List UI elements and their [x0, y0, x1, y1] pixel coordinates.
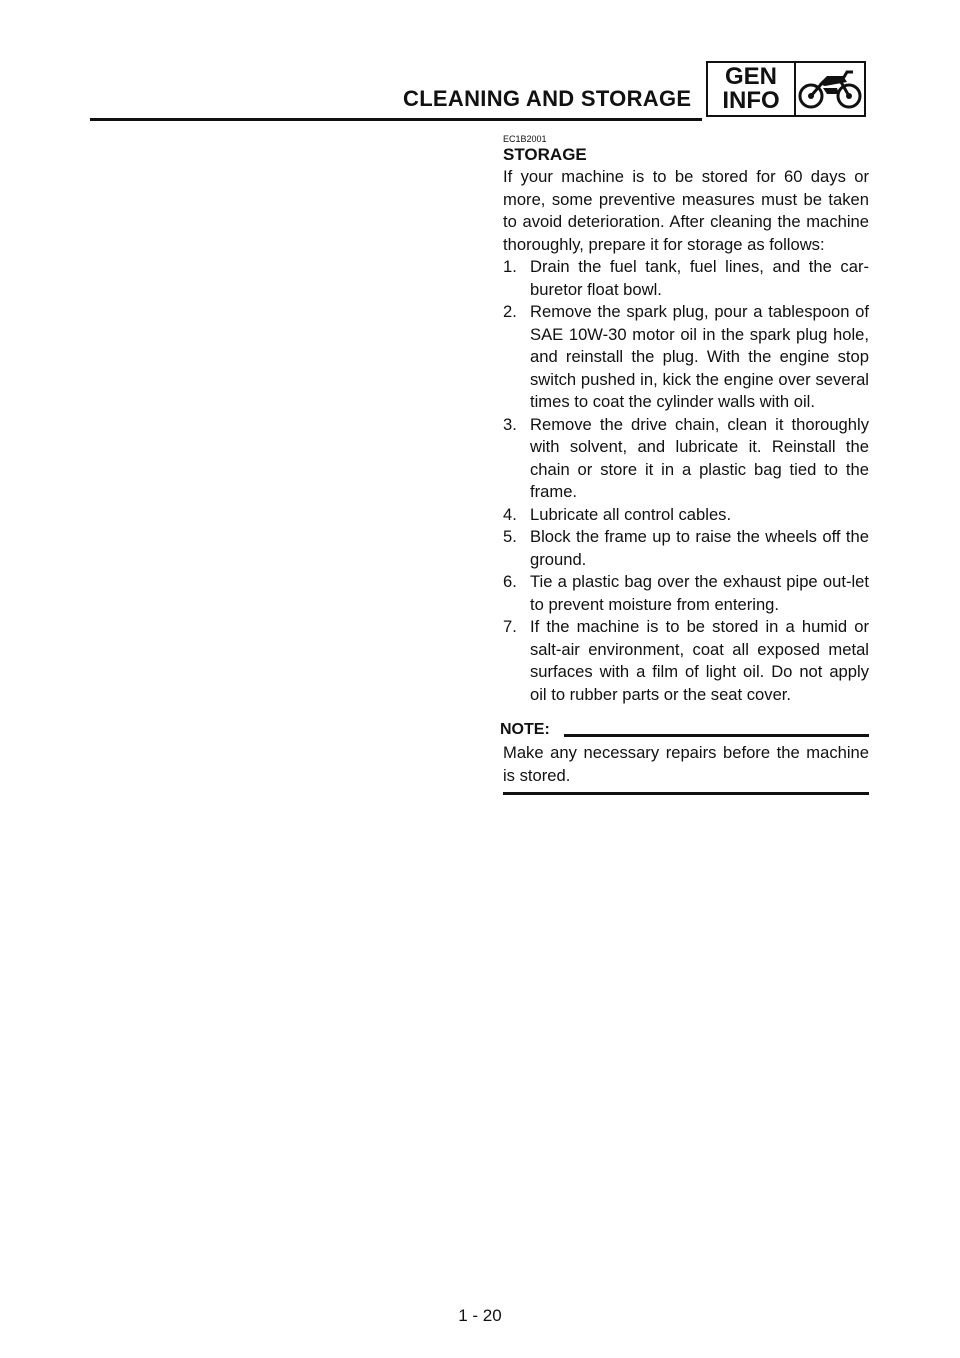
list-item: [503, 414, 869, 504]
list-item: [503, 256, 869, 301]
intro-paragraph: If your machine is to be stored for 60 days or more, some preventive measures must be taken to avoid deterioration. After cleaning the machine thoroughly, prepare it for storage as follows:: [503, 167, 869, 254]
step-number: 3.: [503, 414, 517, 434]
list-item: [503, 571, 869, 616]
step-text: Tie a plastic bag over the exhaust pipe out-let to prevent moisture from entering.: [530, 572, 869, 614]
storage-steps: [503, 256, 869, 706]
badge-line-2: INFO: [722, 87, 780, 114]
list-item: [503, 301, 869, 414]
step-text: Lubricate all control cables.: [530, 504, 732, 524]
section-code: EC1B2001: [503, 134, 547, 144]
badge-label: [708, 63, 796, 115]
motorcycle-icon: [796, 63, 864, 115]
step-number: 2.: [503, 302, 517, 321]
page-number: 1 - 20: [458, 1306, 502, 1325]
list-item: [503, 616, 869, 706]
badge-line-1: GEN: [724, 63, 777, 90]
note-bottom-rule: [503, 792, 869, 795]
section-title: STORAGE: [503, 145, 587, 164]
step-number: 5.: [503, 527, 517, 546]
step-text: Block the frame up to raise the wheels off the ground.: [530, 527, 869, 569]
step-text: Drain the fuel tank, fuel lines, and the car-buretor float bowl.: [530, 257, 869, 299]
page-header-title: CLEANING AND STORAGE: [403, 86, 692, 111]
step-number: 1.: [503, 257, 517, 276]
step-text: Remove the spark plug, pour a tablespoon of SAE 10W-30 motor oil in the spark plug hole, and reinstall the plug. With the engine stop switch pushed in, kick the engine over several times to coat the cylinder walls with oil.: [530, 302, 869, 411]
note-header: [500, 720, 869, 740]
step-text: Remove the drive chain, clean it thoroughly with solvent, and lubricate it. Reinstall the chain or store it in a plastic bag tied to the frame.: [530, 414, 869, 501]
section-badge: [706, 61, 866, 117]
list-item: [503, 526, 869, 571]
step-text: If the machine is to be stored in a humid or salt-air environment, coat all exposed metal surfaces with a film of light oil. Do not apply oil to rubber parts or the seat cover.: [530, 617, 869, 704]
note-box: [500, 720, 869, 795]
step-number: 7.: [503, 617, 517, 636]
note-text: Make any necessary repairs before the machine is stored.: [503, 743, 869, 785]
step-number: 6.: [503, 572, 517, 591]
note-label: NOTE:: [500, 721, 550, 738]
list-item: [503, 504, 869, 527]
storage-section: [500, 134, 869, 795]
note-top-rule: [564, 734, 869, 737]
header-divider: [90, 118, 702, 121]
step-number: 4.: [503, 504, 517, 524]
